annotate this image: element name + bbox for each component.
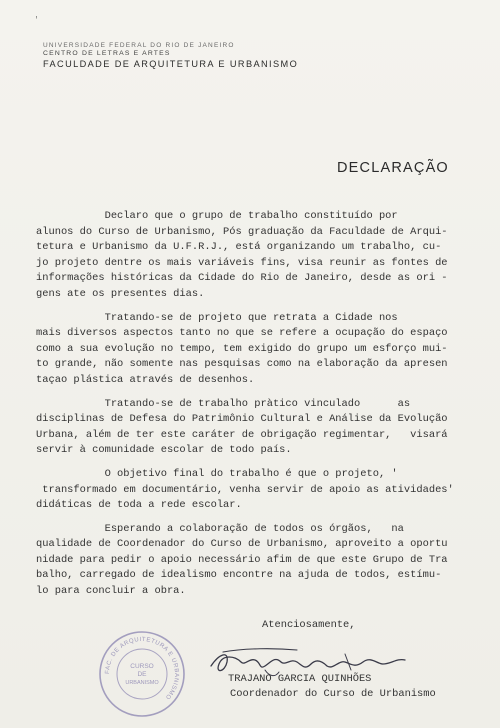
closing-salutation: Atenciosamente, (262, 619, 356, 631)
body-line: taçao plástica através de desenhos. (36, 373, 255, 386)
body-line: Tratando-se de projeto que retrata a Cidade nos (36, 311, 398, 324)
body-line: Declaro que o grupo de trabalho constituído por (36, 210, 398, 222)
body-line: Urbana, além de ter este caráter de obrigação regimentar, visará (36, 428, 448, 441)
paper-mark: ' (34, 16, 39, 25)
body-line: transformado em documentário, venha servir de apoio as atividades' (36, 483, 454, 496)
body-paragraph (36, 311, 460, 389)
body-line: didáticas de toda a rede escolar. (36, 499, 242, 512)
body-line: O objetivo final do trabalho é que o projeto, ' (36, 467, 398, 480)
body-line: gens ate os presentes dias. (36, 287, 205, 300)
signature-block (228, 672, 436, 702)
body-line: alunos do Curso de Urbanismo, Pós graduação da Faculdade de Arqui- (36, 225, 448, 238)
stamp-ring-text: FAC. DE ARQUITETURA E URBANISMO (104, 636, 180, 701)
body-line: nidade para pedir o apoio necessário afim de que este Grupo de Tra (36, 553, 448, 566)
signatory-role: Coordenador do Curso de Urbanismo (230, 688, 436, 700)
body-line: Esperando a colaboração de todos os órgãos, na (36, 522, 404, 535)
body-line: jo projeto dentre os mais variáveis fins, visa reunir as fontes de (36, 256, 448, 269)
stamp-center-text: URBANISMO (125, 680, 159, 686)
stamp-center-text: DE (137, 671, 147, 678)
body-paragraph (36, 522, 460, 600)
body-line: balho, carregado de idealismo encontre na ajuda de todos, estímu- (36, 569, 442, 582)
letterhead-university: UNIVERSIDADE FEDERAL DO RIO DE JANEIRO (43, 42, 235, 49)
document-title: DECLARAÇÃO (337, 160, 449, 176)
body-line: informações históricas da Cidade do Rio de Janeiro, desde as ori - (36, 272, 448, 285)
body-line: lo para concluir a obra. (36, 585, 186, 598)
letterhead (43, 42, 298, 70)
body-line: como a sua evolução no tempo, tem exigido do grupo um esforço mui- (36, 342, 448, 355)
body-line: tetura e Urbanismo da U.F.R.J., está organizando um trabalho, cu- (36, 241, 442, 254)
stamp-center-text: CURSO (130, 663, 154, 670)
letterhead-center: CENTRO DE LETRAS E ARTES (43, 50, 171, 57)
body-paragraph (36, 397, 460, 459)
body-line: qualidade de Coordenador do Curso de Urbanismo, aproveito a oportu (36, 538, 448, 551)
document-body (36, 209, 460, 608)
body-line: disciplinas de Defesa do Patrimônio Cultural e Análise da Evolução (36, 413, 448, 426)
institutional-stamp (96, 628, 188, 720)
body-paragraph (36, 209, 460, 303)
body-line: mais diversos aspectos tanto no que se refere a ocupação do espaço (36, 327, 448, 340)
signatory-name: TRAJANO GARCIA QUINHÕES (228, 673, 372, 685)
body-paragraph (36, 467, 460, 514)
body-line: Tratando-se de trabalho pràtico vinculado as (36, 397, 411, 410)
body-line: to grande, não somente nas pesquisas como na elaboração da apresen (36, 358, 448, 371)
body-line: servir à comunidade escolar de todo país. (36, 444, 292, 457)
letterhead-faculty: FACULDADE DE ARQUITETURA E URBANISMO (43, 58, 299, 69)
